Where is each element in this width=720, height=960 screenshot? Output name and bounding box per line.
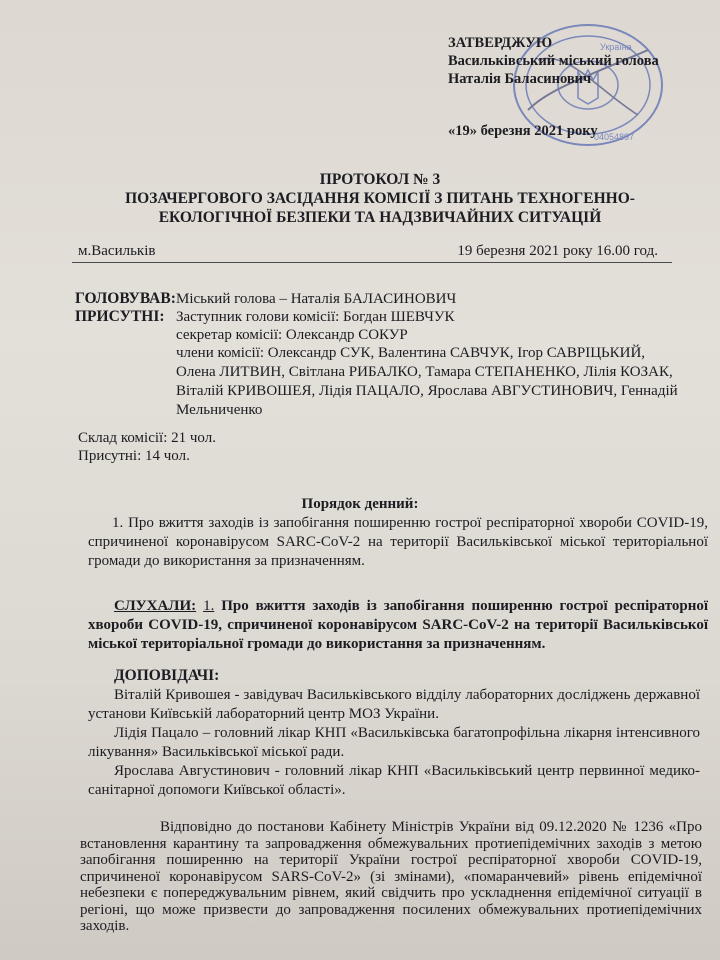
protocol-subtitle-2: ЕКОЛОГІЧНОЇ БЕЗПЕКИ ТА НАДЗВИЧАЙНИХ СИТУАЦІЙ bbox=[158, 209, 602, 226]
members-line: Олена ЛИТВИН, Світлана РИБАЛКО, Тамара СТЕПАНЕНКО, Лілія КОЗАК, bbox=[176, 364, 673, 380]
approval-date: «19» березня 2021 року bbox=[448, 123, 598, 139]
attendance-count: Присутні: 14 чол. bbox=[78, 448, 190, 464]
present-deputy: Заступник голови комісії: Богдан ШЕВЧУК bbox=[176, 309, 455, 325]
members-line: Віталій КРИВОШЕЯ, Лідія ПАЦАЛО, Ярослава АВГУСТИНОВИЧ, Геннадій bbox=[176, 383, 678, 399]
present-label: ПРИСУТНІ: bbox=[75, 308, 165, 325]
protocol-subtitle-1: ПОЗАЧЕРГОВОГО ЗАСІДАННЯ КОМІСІЇ З ПИТАНЬ ТЕХНОГЕННО- bbox=[125, 190, 635, 207]
heard-section bbox=[88, 597, 708, 654]
members-line: члени комісії: Олександр СУК, Валентина САВЧУК, Ігор САВРІЦЬКИЙ, bbox=[176, 345, 646, 361]
stamp-code-text: 04054897 bbox=[594, 132, 635, 142]
present-members bbox=[176, 344, 706, 420]
heard-text: Про вжиття заходів із запобігання поширенню гострої респіраторної хвороби COVID-19, спричиненої коронавірусом SARC-CoV-2 на території Васильківської міської територіальної громади до використання за призначенням. bbox=[88, 598, 709, 652]
body-paragraph: Відповідно до постанови Кабінету Міністрів України від 09.12.2020 № 1236 «Про встановлення карантину та запровадження обмежувальних протиепідемічних заходів з метою запобігання поширенню на території України гострої респіраторної хвороби COVID-19, спричиненої коронавірусом SARS-CoV-2» (зі змінами), «помаранчевий» рівень епідемічної небезпеки є попереджувальним рівнем, який свідчить про ускладнення епідемічної ситуації в регіоні, що може призвести до запровадження посилених обмежувальних протиепідемічних заходів. bbox=[80, 819, 702, 934]
agenda-item-1: 1. Про вжиття заходів із запобігання поширенню гострої респіраторної хвороби COVID-19, спричиненої коронавірусом SARC-CoV-2 на території Васильківської міської територіальної громади до використання за призначенням. bbox=[88, 515, 708, 569]
chair-value: Міський голова – Наталія БАЛАСИНОВИЧ bbox=[176, 291, 457, 307]
meeting-place: м.Васильків bbox=[78, 243, 156, 259]
divider-line bbox=[72, 262, 672, 263]
meeting-datetime: 19 березня 2021 року 16.00 год. bbox=[457, 243, 658, 259]
approval-heading: ЗАТВЕРДЖУЮ bbox=[448, 35, 553, 51]
speaker-1: Віталій Кривошея - завідувач Васильківського відділу лабораторних досліджень державної установи Київській лабораторний центр МОЗ України. bbox=[88, 687, 700, 722]
heard-number: 1. bbox=[203, 598, 215, 614]
speaker-2: Лідія Пацало – головний лікар КНП «Васильківська багатопрофільна лікарня інтенсивного лікування» Васильківської міської ради. bbox=[88, 725, 700, 760]
agenda-heading: Порядок денний: bbox=[301, 496, 419, 512]
approval-name: Наталія Баласинович bbox=[448, 71, 592, 87]
place-date-row bbox=[78, 243, 658, 260]
speaker-3: Ярослава Августинович - головний лікар КНП «Васильківський центр первинної медико-санітарної допомоги Київської області». bbox=[88, 763, 700, 798]
speakers-label: ДОПОВІДАЧІ: bbox=[114, 667, 220, 684]
members-line: Мельниченко bbox=[176, 402, 263, 418]
approval-position: Васильківський міський голова bbox=[448, 53, 659, 69]
protocol-title: ПРОТОКОЛ № 3 bbox=[319, 171, 441, 188]
stamp-country-text: Україна bbox=[600, 42, 632, 52]
present-secretary: секретар комісії: Олександр СОКУР bbox=[176, 327, 408, 343]
composition-count: Склад комісії: 21 чол. bbox=[78, 430, 216, 446]
heard-label: СЛУХАЛИ: bbox=[114, 598, 197, 614]
chair-label: ГОЛОВУВАВ: bbox=[75, 290, 176, 307]
